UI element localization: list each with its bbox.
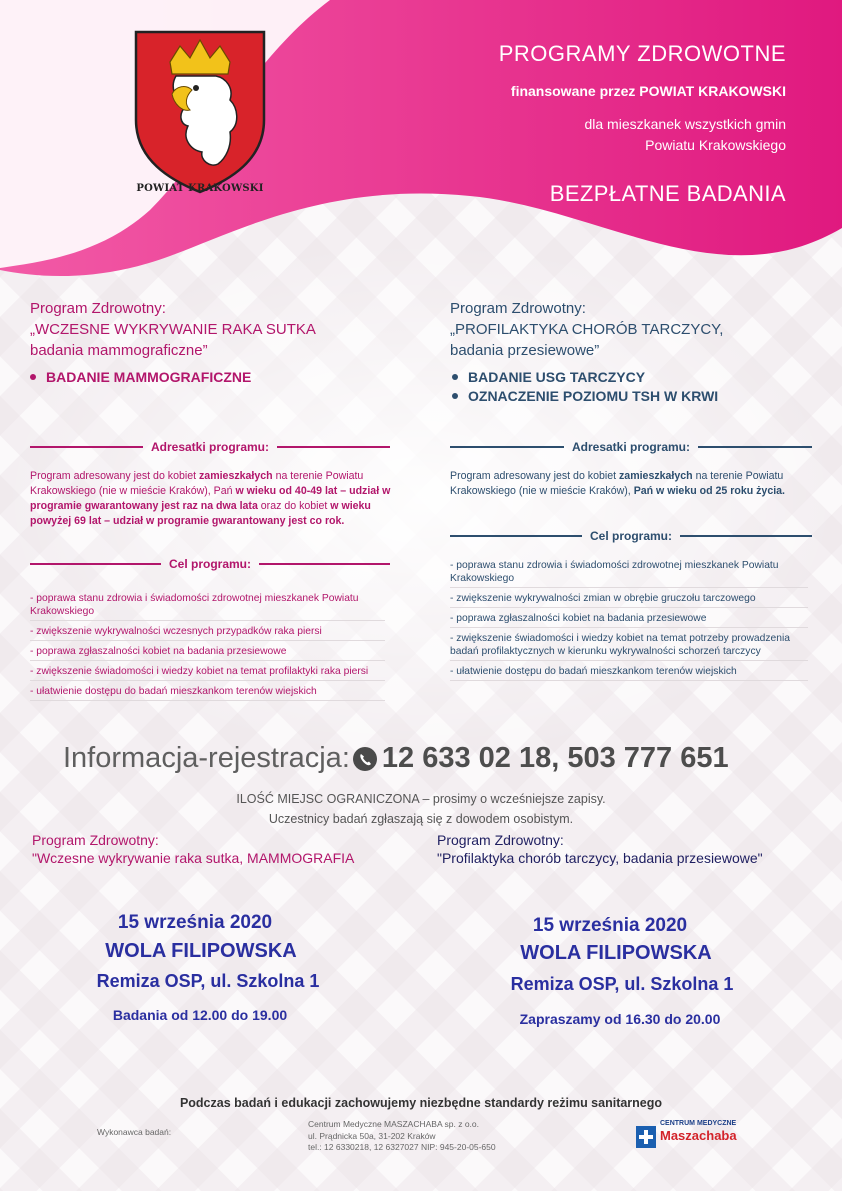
contractor-address — [308, 1119, 496, 1154]
right-event-hours: Zapraszamy od 16.30 do 20.00 — [519, 1011, 721, 1027]
left-bullet-item — [30, 369, 251, 385]
header-audience-line1: dla mieszkanek wszystkich gmin — [584, 116, 786, 132]
header-title: PROGRAMY ZDROWOTNE — [498, 41, 786, 66]
right-program-name-line2: badania przesiewowe” — [450, 342, 600, 359]
list-item: - ułatwienie dostępu do badań mieszkankom terenów wiejskich — [30, 685, 385, 701]
left-addressees-heading — [30, 440, 390, 454]
divider-line — [30, 563, 161, 565]
left-program-title — [30, 298, 316, 361]
registration-info — [63, 742, 729, 775]
left-event-place: WOLA FILIPOWSKA — [105, 940, 297, 962]
right-event-label: Program Zdrowotny: — [437, 832, 564, 848]
divider-line — [450, 446, 564, 448]
divider-line — [698, 446, 812, 448]
right-program-title — [450, 298, 723, 361]
list-item: - ułatwienie dostępu do badań mieszkankom terenów wiejskich — [450, 665, 808, 681]
right-addressees-heading — [450, 440, 812, 454]
left-addressees-heading-text: Adresatki programu: — [150, 440, 270, 454]
left-event-venue: Remiza OSP, ul. Szkolna 1 — [96, 971, 320, 991]
right-goal-heading — [450, 529, 812, 543]
right-event-venue: Remiza OSP, ul. Szkolna 1 — [510, 974, 734, 994]
left-event-label: Program Zdrowotny: — [32, 832, 159, 848]
right-addressees-text: Program adresowany jest do kobiet zamieszkałych na terenie Powiatu Krakowskiego (nie w mieście Kraków), Pań w wieku od 25 roku życia. — [450, 470, 785, 497]
divider-line — [450, 535, 582, 537]
right-program-name-line1: „PROFILAKTYKA CHORÓB TARCZYCY, — [450, 321, 724, 338]
contractor-company: Centrum Medyczne MASZACHABA sp. z o.o. — [308, 1119, 480, 1129]
left-goal-heading-text: Cel programu: — [169, 557, 252, 571]
right-goals-list — [450, 559, 808, 685]
list-item: - poprawa stanu zdrowia i świadomości zdrowotnej mieszkanek Powiatu Krakowskiego — [450, 559, 808, 588]
limited-seats-note: ILOŚĆ MIEJSC OGRANICZONA – prosimy o wcześniejsze zapisy. — [236, 792, 606, 806]
right-bullet-item — [452, 388, 718, 404]
right-goal-heading-text: Cel programu: — [590, 529, 673, 543]
header-free-exams: BEZPŁATNE BADANIA — [549, 181, 786, 206]
right-event-date: 15 września 2020 — [532, 915, 688, 936]
contractor-label: Wykonawca badań: — [97, 1127, 172, 1137]
header-financed: finansowane przez POWIAT KRAKOWSKI — [510, 83, 786, 99]
left-goals-list — [30, 592, 385, 705]
bullet-dot-icon — [452, 393, 458, 399]
left-addressees-text: Program adresowany jest do kobiet zamieszkałych na terenie Powiatu Krakowskiego (nie w mieście Kraków), Pań w wieku od 40-49 lat – udział w programie gwarantowany jest raz na dwa lata oraz do kobiet w wieku powyżej 69 lat – udział w programie gwarantowany jest co rok. — [30, 470, 391, 527]
list-item: - zwiększenie świadomości i wiedzy kobiet na temat profilaktyki raka piersi — [30, 665, 385, 681]
divider-line — [259, 563, 390, 565]
right-bullet-label: BADANIE USG TARCZYCY — [468, 369, 646, 385]
list-item: - poprawa zgłaszalności kobiet na badania przesiewowe — [30, 645, 385, 661]
phone-icon — [353, 747, 377, 771]
logo-main-text: Maszachaba — [660, 1128, 737, 1143]
list-item: - zwiększenie świadomości i wiedzy kobiet na temat potrzeby prowadzenia badań profilaktycznych w kierunku wykrywalności schorzeń tarczycy — [450, 632, 808, 661]
maszachaba-logo — [636, 1118, 746, 1152]
medical-cross-icon — [636, 1120, 658, 1150]
contractor-street: ul. Prądnicka 50a, 31-202 Kraków — [308, 1130, 436, 1141]
list-item: - zwiększenie wykrywalności wczesnych przypadków raka piersi — [30, 625, 385, 641]
registration-label: Informacja-rejestracja: — [63, 742, 350, 774]
contractor-contact: tel.: 12 6330218, 12 6327027 NIP: 945-20-05-650 — [308, 1142, 496, 1152]
coat-of-arms-logo — [130, 28, 270, 198]
left-program-name-line1: „WCZESNE WYKRYWANIE RAKA SUTKA — [30, 321, 316, 338]
right-bullet-item — [452, 369, 645, 385]
bullet-dot-icon — [452, 374, 458, 380]
left-event-program — [32, 831, 354, 867]
left-program-name-line2: badania mammograficzne” — [30, 342, 208, 359]
list-item: - zwiększenie wykrywalności zmian w obrębie gruczołu tarczowego — [450, 592, 808, 608]
left-program-label: Program Zdrowotny: — [30, 300, 166, 317]
logo-caption: POWIAT KRAKOWSKI — [136, 183, 264, 194]
registration-notes — [0, 789, 842, 829]
right-program-label: Program Zdrowotny: — [450, 300, 586, 317]
sanitary-note: Podczas badań i edukacji zachowujemy niezbędne standardy reżimu sanitarnego — [179, 1096, 663, 1110]
right-bullet-label: OZNACZENIE POZIOMU TSH W KRWI — [468, 388, 719, 404]
divider-line — [680, 535, 812, 537]
left-goal-heading — [30, 557, 390, 571]
logo-top-text: CENTRUM MEDYCZNE — [660, 1120, 737, 1127]
divider-line — [30, 446, 143, 448]
list-item: - poprawa stanu zdrowia i świadomości zdrowotnej mieszkanek Powiatu Krakowskiego — [30, 592, 385, 621]
right-event-place: WOLA FILIPOWSKA — [520, 942, 712, 964]
right-event-program — [437, 831, 763, 867]
left-event-hours: Badania od 12.00 do 19.00 — [112, 1007, 288, 1023]
header-audience-line2: Powiatu Krakowskiego — [645, 137, 786, 153]
registration-phones[interactable]: 12 633 02 18, 503 777 651 — [381, 742, 729, 774]
right-event-program-name: "Profilaktyka chorób tarczycy, badania przesiewowe" — [437, 850, 763, 866]
left-event-date: 15 września 2020 — [117, 912, 273, 933]
divider-line — [277, 446, 390, 448]
id-card-note: Uczestnicy badań zgłaszają się z dowodem osobistym. — [268, 812, 574, 826]
bullet-dot-icon — [30, 374, 36, 380]
left-event-program-name: "Wczesne wykrywanie raka sutka, MAMMOGRAFIA — [32, 850, 355, 866]
left-bullet-label: BADANIE MAMMOGRAFICZNE — [46, 369, 252, 385]
list-item: - poprawa zgłaszalności kobiet na badania przesiewowe — [450, 612, 808, 628]
right-addressees-heading-text: Adresatki programu: — [571, 440, 691, 454]
